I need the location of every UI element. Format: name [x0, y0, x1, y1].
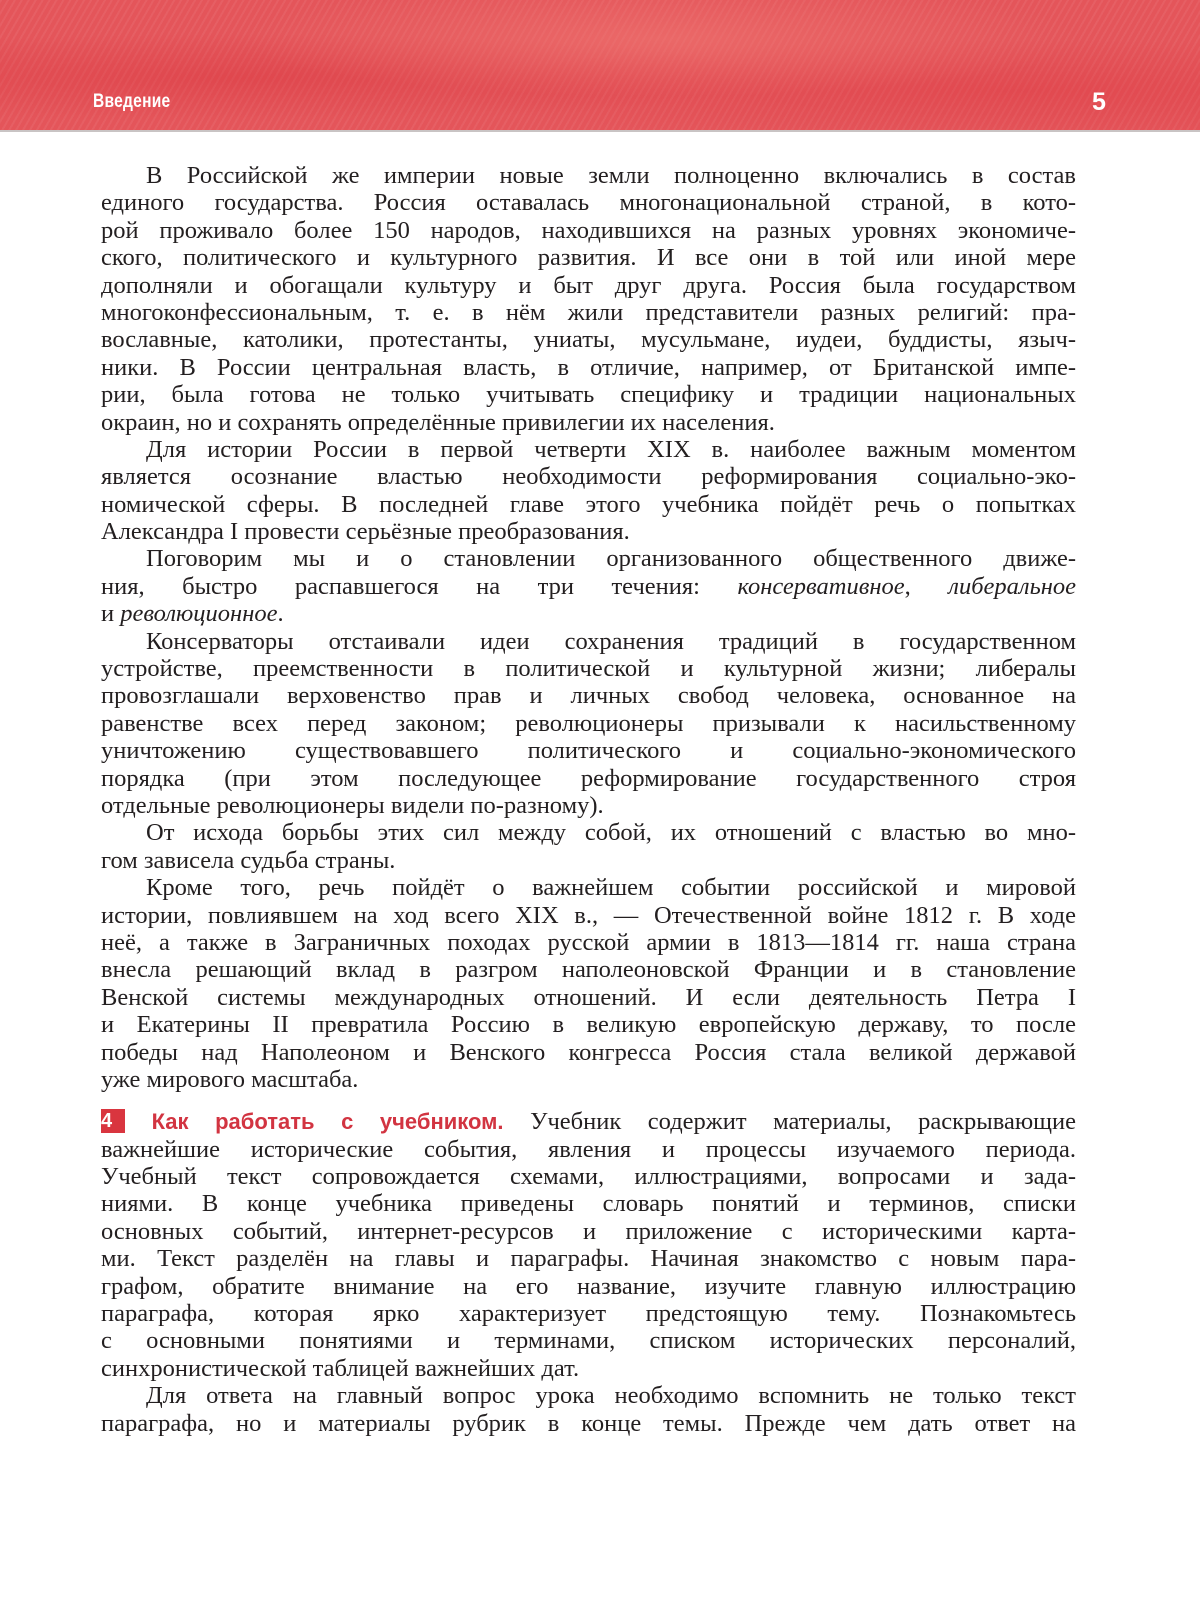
paragraph-social-movements [101, 545, 1076, 627]
text-line: неё, а также в Заграничных походах русской армии в 1813—1814 гг. наша страна [101, 928, 1076, 956]
text-line: ники. В России центральная власть, в отличие, например, от Британской импе- [101, 353, 1076, 381]
text-line: дополняли и обогащали культуру и быт друг друга. Россия была государством [101, 271, 1076, 299]
section-spacer [101, 1093, 1076, 1108]
paragraph-multiethnic-empire [101, 162, 1076, 436]
text-line: рой проживало более 150 народов, находившихся на разных уровнях экономиче- [101, 216, 1076, 244]
text-line: рии, была готова не только учитывать специфику и традиции национальных [101, 381, 1076, 409]
text-line: важнейшие исторические события, явления и процессы изучаемого периода. [101, 1135, 1076, 1163]
text-line: В Российской же империи новые земли полноценно включались в состав [146, 162, 1076, 189]
text-line: устройстве, преемственности в политической и культурной жизни; либералы [101, 655, 1076, 683]
section-heading: Как работать с учебником. [151, 1109, 504, 1135]
text-line: Поговорим мы и о становлении организованного общественного движе- [146, 545, 1076, 573]
text-line: параграфа, которая ярко характеризует предстоящую тему. Познакомьтесь [101, 1300, 1076, 1328]
text-line: порядка (при этом последующее реформирование государственного строя [101, 764, 1076, 792]
text-fragment: ния, быстро распавшегося на три течения: [101, 572, 700, 600]
text-line: От исхода борьбы этих сил между собой, их отношений с властью во мно- [146, 819, 1076, 847]
text-line: истории, повлиявшем на ход всего XIX в., — Отечественной войне 1812 г. В ходе [101, 901, 1076, 929]
paragraph-ideologies [101, 628, 1076, 820]
text-line: внесла решающий вклад в разгром наполеоновской Франции и в становление [101, 956, 1076, 984]
text-line: ми. Текст разделён на главы и параграфы. Начиная знакомство с новым пара- [101, 1245, 1076, 1273]
page-header [0, 0, 1200, 132]
text-line: и революционное. [101, 600, 284, 628]
italic-term: либеральное [948, 572, 1077, 600]
text-line: синхронистической таблицей важнейших дат. [101, 1354, 580, 1382]
text-line: Венской системы международных отношений. И если деятельность Петра I [101, 983, 1076, 1011]
text-line: отдельные революционеры видели по-разному). [101, 791, 604, 819]
paragraph-lesson-question [101, 1382, 1076, 1437]
section-number-badge: 4 [101, 1109, 125, 1133]
text-line: Александра I провести серьёзные преобразования. [101, 518, 630, 546]
text-line: окраин, но и сохранять определённые привилегии их населения. [101, 408, 775, 436]
text-line: ния, быстро распавшегося на три течения: консервативное, либеральное [101, 572, 1077, 600]
text-line: равенстве всех перед законом; революционеры призывали к насильственному [101, 709, 1076, 737]
text-line: уничтожению существовавшего политического и социально-экономического [101, 737, 1076, 765]
text-line [101, 1108, 1076, 1135]
text-line: провозглашали верховенство прав и личных свобод человека, основанное на [101, 682, 1076, 710]
body-text [101, 162, 1076, 1437]
paragraph-war-1812 [101, 874, 1076, 1093]
text-line: уже мирового масштаба. [101, 1065, 359, 1093]
text-line: и Екатерины II превратила Россию в великую европейскую державу, то после [101, 1011, 1076, 1039]
text-line: вославные, католики, протестанты, униаты, мусульмане, иудеи, буддисты, языч- [101, 326, 1076, 354]
text-line: Для истории России в первой четверти XIX в. наиболее важным моментом [146, 435, 1076, 463]
text-line: Консерваторы отстаивали идеи сохранения традиций в государственном [146, 627, 1076, 655]
text-line: графом, обратите внимание на его название, изучите главную иллюстрацию [101, 1272, 1076, 1300]
section-how-to-use-textbook [101, 1108, 1076, 1382]
paragraph-reform-awareness [101, 436, 1076, 546]
page-number: 5 [1092, 88, 1106, 116]
paragraph-struggle-outcome [101, 819, 1076, 874]
text-line: основных событий, интернет-ресурсов и приложение с историческими карта- [101, 1217, 1076, 1245]
text-line: Учебный текст сопровождается схемами, иллюстрациями, вопросами и зада- [101, 1163, 1076, 1191]
text-line: параграфа, но и материалы рубрик в конце темы. Прежде чем дать ответ на [101, 1409, 1076, 1437]
text-line: является осознание властью необходимости реформирования социально-эко- [101, 463, 1076, 491]
text-line: Кроме того, речь пойдёт о важнейшем событии российской и мировой [146, 874, 1076, 902]
italic-term: консервативное [737, 572, 905, 600]
text-line: Для ответа на главный вопрос урока необходимо вспомнить не только текст [146, 1382, 1076, 1410]
text-line: многоконфессиональным, т. е. в нём жили представители разных религий: пра- [101, 298, 1076, 326]
text-line: номической сферы. В последней главе этого учебника пойдёт речь о попытках [101, 490, 1076, 518]
text-line: единого государства. Россия оставалась многонациональной страной, в кото- [101, 189, 1076, 217]
text-fragment: Учебник содержит материалы, раскрывающие [530, 1108, 1077, 1136]
text-line: победы над Наполеоном и Венского конгресса Россия стала великой державой [101, 1038, 1076, 1066]
text-line: ниями. В конце учебника приведены словарь понятий и терминов, списки [101, 1190, 1076, 1218]
text-line: с основными понятиями и терминами, списком исторических персоналий, [101, 1327, 1076, 1355]
italic-term: революционное [120, 600, 278, 628]
section-title: Введение [93, 91, 171, 112]
text-line: ского, политического и культурного развития. И все они в той или иной мере [101, 244, 1076, 272]
text-line: гом зависела судьба страны. [101, 846, 396, 874]
text-fragment: и [101, 600, 115, 628]
